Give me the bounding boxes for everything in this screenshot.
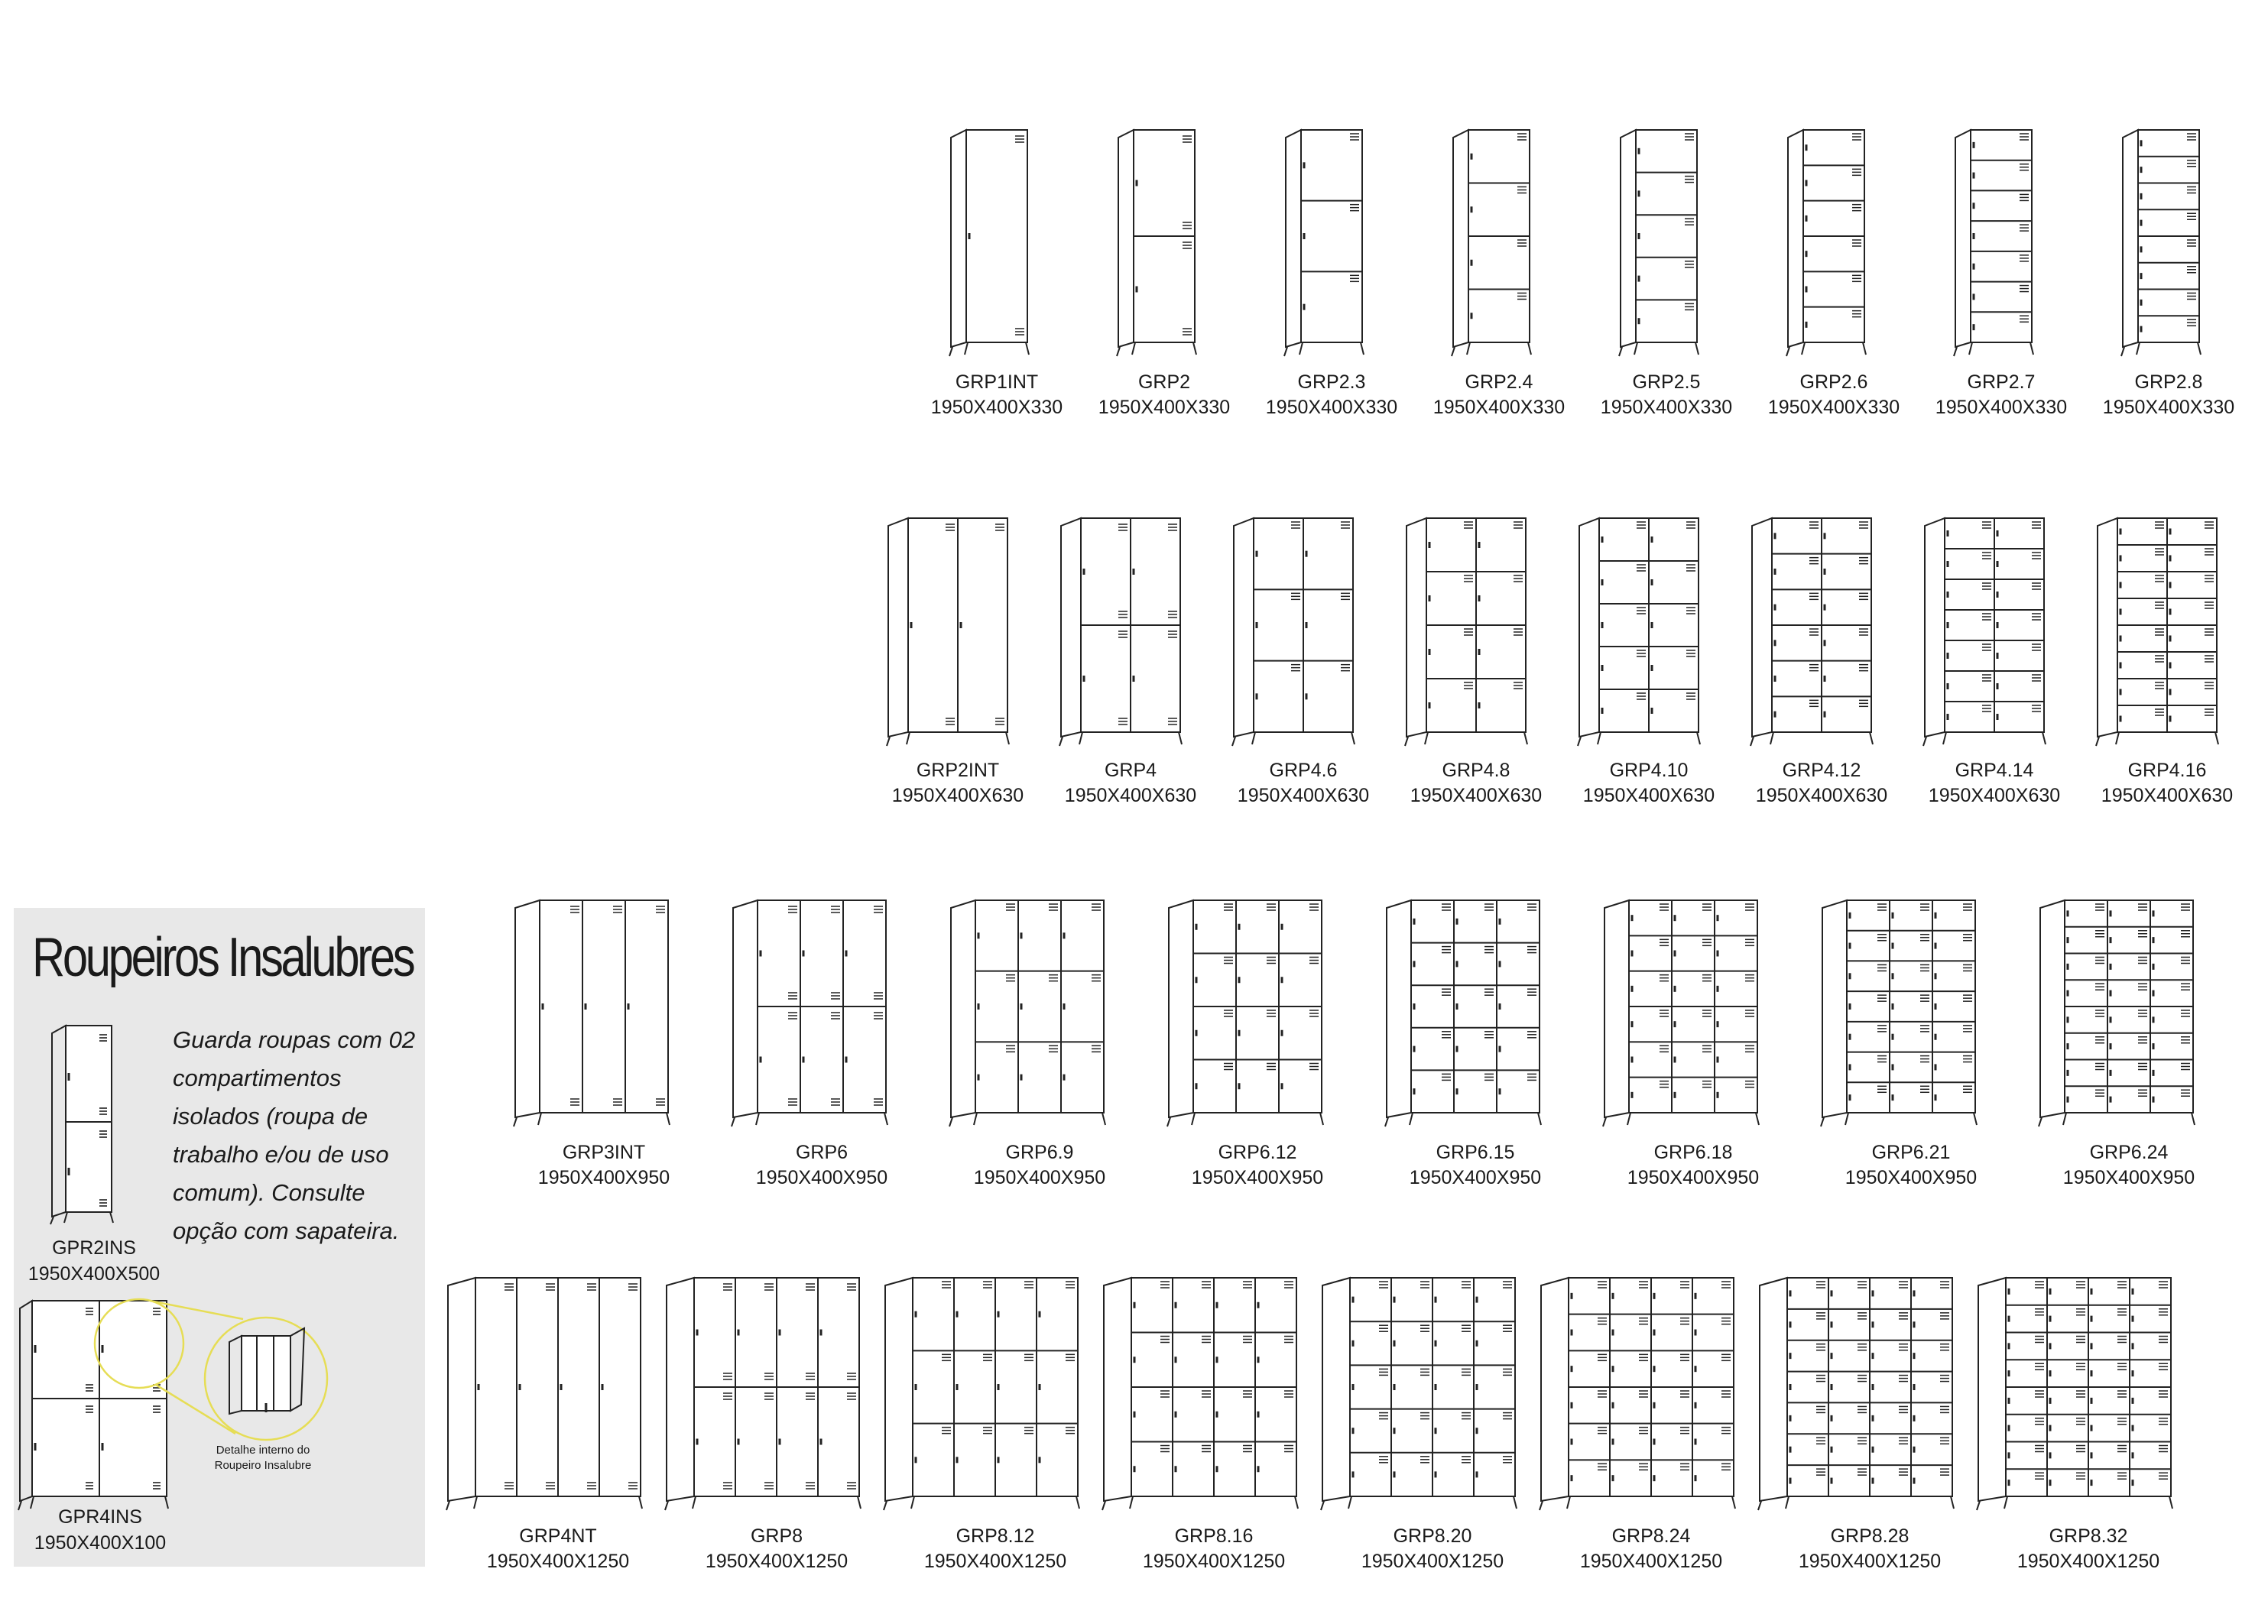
model-code: GRP2.8 bbox=[2134, 371, 2203, 393]
locker-label bbox=[2069, 370, 2268, 420]
locker-label bbox=[1895, 758, 2094, 809]
locker-drawing bbox=[951, 891, 1111, 1134]
locker-drawing bbox=[2040, 891, 2201, 1134]
locker-label bbox=[505, 1140, 703, 1191]
locker-drawing bbox=[1234, 509, 1361, 754]
locker-label bbox=[940, 1140, 1139, 1191]
locker-drawing bbox=[1788, 121, 1872, 364]
model-code: GRP8.28 bbox=[1830, 1525, 1909, 1547]
model-code: GRP2.5 bbox=[1632, 371, 1701, 393]
model-code: GRP6.12 bbox=[1218, 1142, 1297, 1163]
locker-drawing bbox=[667, 1269, 867, 1518]
model-code: GRP1INT bbox=[955, 371, 1039, 393]
model-code: GRP4.10 bbox=[1609, 760, 1689, 781]
dimensions: 1950X400X630 bbox=[891, 785, 1024, 806]
gpr4ins-drawing bbox=[14, 1296, 335, 1518]
locker-drawing bbox=[1579, 509, 1706, 754]
locker-drawing bbox=[733, 891, 894, 1134]
dimensions: 1950X400X630 bbox=[1237, 785, 1370, 806]
insalubres-description: Guarda roupas com 02 compartimentos isolados (roupa de trabalho e/ou de uso comum). Consulte opção com sapateira. bbox=[173, 1026, 416, 1244]
locker-label bbox=[1204, 758, 1403, 809]
dimensions: 1950X400X950 bbox=[1191, 1167, 1324, 1188]
dimensions: 1950X400X1250 bbox=[1798, 1551, 1942, 1572]
dimensions: 1950X400X1250 bbox=[1361, 1551, 1504, 1572]
locker-label bbox=[1594, 1140, 1793, 1191]
dimensions: 1950X400X630 bbox=[1755, 785, 1888, 806]
locker-label bbox=[677, 1524, 876, 1574]
model-code: GRP8 bbox=[750, 1525, 803, 1547]
locker-drawing bbox=[1604, 891, 1765, 1134]
locker-drawing bbox=[885, 1269, 1085, 1518]
locker-label bbox=[1333, 1524, 1532, 1574]
locker-label bbox=[1722, 758, 1921, 809]
locker-drawing bbox=[1822, 891, 1983, 1134]
model-code: GRP4.8 bbox=[1442, 760, 1510, 781]
model-code: GRP3INT bbox=[562, 1142, 646, 1163]
locker-drawing bbox=[1752, 509, 1879, 754]
dimensions: 1950X400X1250 bbox=[1142, 1551, 1286, 1572]
model-code: GRP6.18 bbox=[1653, 1142, 1733, 1163]
locker-label bbox=[896, 1524, 1095, 1574]
dimensions: 1950X400X630 bbox=[1410, 785, 1543, 806]
locker-label bbox=[1376, 1140, 1575, 1191]
gpr2ins-model: GPR2INS bbox=[52, 1237, 136, 1259]
model-code: GRP4.14 bbox=[1955, 760, 2034, 781]
model-code: GRP8.24 bbox=[1611, 1525, 1691, 1547]
gpr4ins-label bbox=[12, 1504, 188, 1556]
gpr4ins-model: GPR4INS bbox=[58, 1506, 142, 1528]
locker-drawing bbox=[1621, 121, 1705, 364]
locker-drawing bbox=[1387, 891, 1547, 1134]
dimensions: 1950X400X950 bbox=[1627, 1167, 1760, 1188]
model-code: GRP8.16 bbox=[1174, 1525, 1254, 1547]
model-code: GRP8.32 bbox=[2049, 1525, 2128, 1547]
dimensions: 1950X400X330 bbox=[1767, 397, 1900, 418]
locker-label bbox=[1031, 758, 1230, 809]
dimensions: 1950X400X630 bbox=[1582, 785, 1715, 806]
locker-drawing bbox=[1453, 121, 1537, 364]
locker-label bbox=[2068, 758, 2266, 809]
locker-drawing bbox=[1286, 121, 1370, 364]
model-code: GRP2.6 bbox=[1799, 371, 1868, 393]
locker-drawing bbox=[1978, 1269, 2179, 1518]
dimensions: 1950X400X330 bbox=[1600, 397, 1733, 418]
dimensions: 1950X400X330 bbox=[1098, 397, 1231, 418]
model-code: GRP8.12 bbox=[956, 1525, 1035, 1547]
dimensions: 1950X400X630 bbox=[1928, 785, 2061, 806]
insalubres-panel bbox=[14, 908, 425, 1567]
model-code: GRP6.24 bbox=[2089, 1142, 2169, 1163]
dimensions: 1950X400X330 bbox=[1265, 397, 1398, 418]
locker-label bbox=[1770, 1524, 1969, 1574]
dimensions: 1950X400X1250 bbox=[2017, 1551, 2160, 1572]
model-code: GRP4.16 bbox=[2127, 760, 2207, 781]
locker-label bbox=[1989, 1524, 2188, 1574]
locker-drawing bbox=[1760, 1269, 1960, 1518]
locker-drawing bbox=[448, 1269, 648, 1518]
model-code: GRP6.9 bbox=[1005, 1142, 1074, 1163]
locker-label bbox=[1158, 1140, 1357, 1191]
locker-drawing bbox=[1104, 1269, 1304, 1518]
locker-label bbox=[1377, 758, 1575, 809]
locker-drawing bbox=[1061, 509, 1188, 754]
dimensions: 1950X400X330 bbox=[1935, 397, 2068, 418]
dimensions: 1950X400X950 bbox=[2062, 1167, 2195, 1188]
dimensions: 1950X400X330 bbox=[2102, 397, 2235, 418]
locker-label bbox=[1812, 1140, 2010, 1191]
locker-drawing bbox=[515, 891, 676, 1134]
model-code: GRP2INT bbox=[916, 760, 1000, 781]
locker-drawing bbox=[2098, 509, 2224, 754]
model-code: GRP2.7 bbox=[1967, 371, 2036, 393]
model-code: GRP6.15 bbox=[1436, 1142, 1515, 1163]
dimensions: 1950X400X950 bbox=[537, 1167, 670, 1188]
locker-drawing bbox=[951, 121, 1035, 364]
dimensions: 1950X400X330 bbox=[1433, 397, 1566, 418]
dimensions: 1950X400X330 bbox=[930, 397, 1063, 418]
model-code: GRP2 bbox=[1137, 371, 1191, 393]
detail-note: Detalhe interno do Roupeiro Insalubre bbox=[214, 1444, 312, 1472]
gpr4ins-size: 1950X400X100 bbox=[34, 1532, 167, 1554]
locker-drawing bbox=[1925, 509, 2052, 754]
dimensions: 1950X400X1250 bbox=[486, 1551, 630, 1572]
dimensions: 1950X400X1250 bbox=[923, 1551, 1067, 1572]
insalubres-title: Roupeiros Insalubres bbox=[32, 927, 414, 988]
gpr2ins-size: 1950X400X500 bbox=[28, 1263, 161, 1285]
locker-drawing bbox=[1118, 121, 1202, 364]
locker-drawing bbox=[1541, 1269, 1741, 1518]
locker-drawing bbox=[1322, 1269, 1523, 1518]
gpr2ins-drawing bbox=[37, 1023, 128, 1229]
dimensions: 1950X400X1250 bbox=[1579, 1551, 1723, 1572]
dimensions: 1950X400X630 bbox=[1064, 785, 1197, 806]
dimensions: 1950X400X630 bbox=[2101, 785, 2234, 806]
model-code: GRP8.20 bbox=[1393, 1525, 1472, 1547]
locker-label bbox=[1115, 1524, 1313, 1574]
locker-label bbox=[2030, 1140, 2228, 1191]
locker-label bbox=[1549, 758, 1748, 809]
model-code: GRP2.4 bbox=[1465, 371, 1533, 393]
model-code: GRP4 bbox=[1104, 760, 1157, 781]
locker-drawing bbox=[1169, 891, 1329, 1134]
dimensions: 1950X400X950 bbox=[1409, 1167, 1542, 1188]
locker-drawing bbox=[1407, 509, 1533, 754]
model-code: GRP4NT bbox=[519, 1525, 597, 1547]
dimensions: 1950X400X950 bbox=[755, 1167, 888, 1188]
locker-label bbox=[459, 1524, 657, 1574]
locker-drawing bbox=[1955, 121, 2039, 364]
gpr2ins-label bbox=[6, 1235, 182, 1287]
dimensions: 1950X400X950 bbox=[1845, 1167, 1978, 1188]
dimensions: 1950X400X950 bbox=[973, 1167, 1106, 1188]
locker-drawing bbox=[2123, 121, 2207, 364]
dimensions: 1950X400X1250 bbox=[705, 1551, 848, 1572]
locker-drawing bbox=[888, 509, 1015, 754]
model-code: GRP6 bbox=[795, 1142, 848, 1163]
model-code: GRP4.6 bbox=[1269, 760, 1338, 781]
locker-label bbox=[858, 758, 1057, 809]
model-code: GRP2.3 bbox=[1297, 371, 1366, 393]
locker-label bbox=[1552, 1524, 1750, 1574]
model-code: GRP4.12 bbox=[1782, 760, 1861, 781]
model-code: GRP6.21 bbox=[1871, 1142, 1951, 1163]
locker-label bbox=[722, 1140, 921, 1191]
